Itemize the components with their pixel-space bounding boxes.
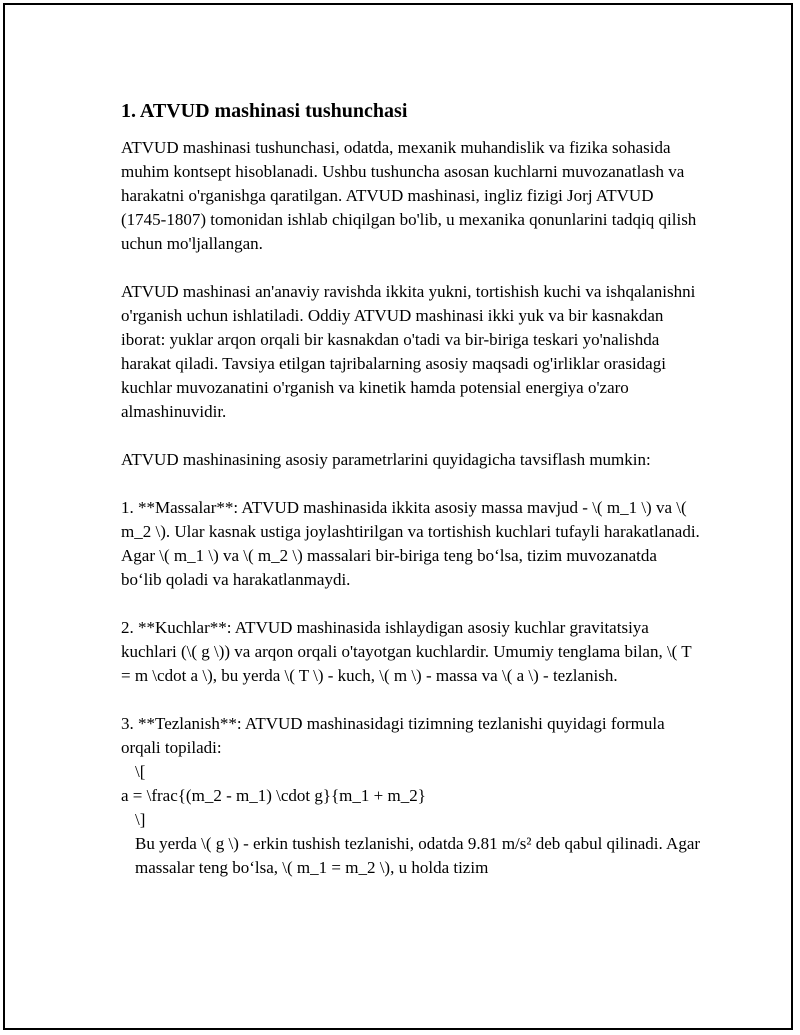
list-item-acceleration: 3. **Tezlanish**: ATVUD mashinasidagi tizimning tezlanishi quyidagi formula orqali topiladi: (121, 714, 665, 757)
paragraph-parameters-intro: ATVUD mashinasining asosiy parametrlarini quyidagicha tavsiflash mumkin: (121, 450, 651, 469)
section-heading: 1. ATVUD mashinasi tushunchasi (121, 100, 408, 122)
paragraph-gap (121, 256, 701, 280)
formula-open: \[ (135, 762, 146, 781)
paragraph-gap (121, 472, 701, 496)
formula-body: a = \frac{(m_2 - m_1) \cdot g}{m_1 + m_2} (121, 786, 426, 805)
paragraph-gap (121, 592, 701, 616)
paragraph-description: ATVUD mashinasi an'anaviy ravishda ikkita yukni, tortishish kuchi va ishqalanishni o'rganish uchun ishlatiladi. Oddiy ATVUD mashinasi ikki yuk va bir kasnakdan iborat: yuklar arqon orqali bir kasnakdan o'tadi va bir-biriga teskari yo'nalishda harakat qiladi. Tavsiya etilgan tajribalarning asosiy maqsadi og'irliklar orasidagi kuchlar muvozanatini o'rganish va kinetik hamda potensial energiya o'zaro almashinuvidir. (121, 282, 696, 421)
document-page (3, 3, 793, 1030)
list-item-masses: 1. **Massalar**: ATVUD mashinasida ikkita asosiy massa mavjud - \( m_1 \) va \( m_2 \). Ular kasnak ustiga joylashtirilgan va tortishish kuchlari tufayli harakatlanadi. Agar \( m_1 \) va \( m_2 \) massalari bir-biriga teng bo‘lsa, tizim muvozanatda bo‘lib qoladi va harakatlanmaydi. (121, 498, 700, 589)
paragraph-gap (121, 424, 701, 448)
paragraph-gap (121, 688, 701, 712)
paragraph-intro: ATVUD mashinasi tushunchasi, odatda, mexanik muhandislik va fizika sohasida muhim kontsept hisoblanadi. Ushbu tushuncha asosan kuchlarni muvozanatlash va harakatni o'rganishga qaratilgan. ATVUD mashinasi, ingliz fizigi Jorj ATVUD (1745-1807) tomonidan ishlab chiqilgan bo'lib, u mexanika qonunlarini tadqiq qilish uchun mo'ljallangan. (121, 138, 697, 253)
acceleration-explanation: Bu yerda \( g \) - erkin tushish tezlanishi, odatda 9.81 m/s² deb qabul qilinadi. Agar massalar teng bo‘lsa, \( m_1 = m_2 \), u holda tizim (135, 834, 701, 877)
document-content (121, 98, 701, 880)
formula-close: \] (135, 810, 146, 829)
list-item-forces: 2. **Kuchlar**: ATVUD mashinasida ishlaydigan asosiy kuchlar gravitatsiya kuchlari (\( g \)) va arqon orqali o'tayotgan kuchlardir. Umumiy tenglama bilan, \( T = m \cdot a \), bu yerda \( T \) - kuch, \( m \) - massa va \( a \) - tezlanish. (121, 618, 692, 685)
